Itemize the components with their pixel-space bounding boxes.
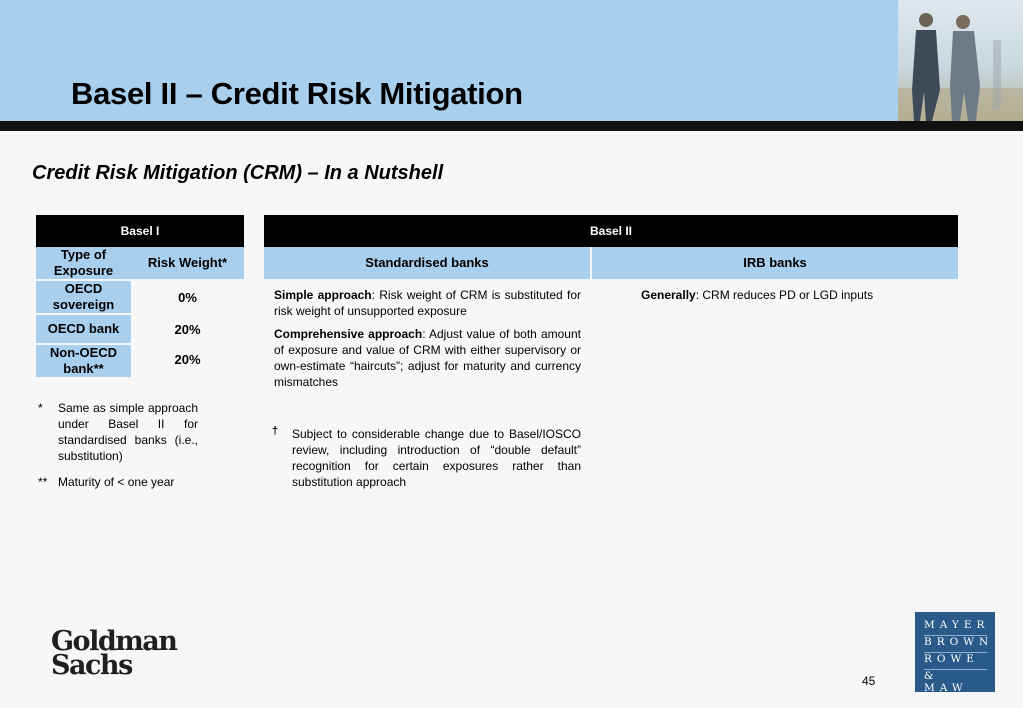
comprehensive-approach [274, 326, 581, 390]
comprehensive-approach-label: Comprehensive approach [274, 327, 423, 341]
note-text: Same as simple approach under Basel II for standardised banks (i.e., substitution) [58, 401, 198, 463]
simple-approach-label: Simple approach [274, 288, 372, 302]
irb-note-text: : CRM reduces PD or LGD inputs [695, 288, 874, 302]
page-title: Basel II – Credit Risk Mitigation [71, 76, 523, 111]
page-number: 45 [862, 674, 876, 688]
logo-line: Sachs [51, 650, 132, 681]
basel1-row-weight: 20% [174, 351, 201, 367]
simple-approach-text: : Risk weight of CRM is substituted for risk weight of unsupported exposure [274, 288, 581, 318]
irb-note-label: Generally [641, 288, 696, 302]
basel1-row-type: OECD sovereign [36, 281, 131, 313]
basel1-col-type: Type of Exposure [36, 247, 131, 279]
basel1-row-type: OECD bank [36, 315, 131, 343]
basel1-row-weight: 0% [178, 289, 197, 305]
basel1-row-weight: 20% [174, 321, 201, 337]
mayer-brown-rowe-maw-logo [915, 612, 995, 692]
logo-line: BROWN [924, 636, 987, 653]
basel2-col-irb: IRB banks [592, 247, 958, 279]
business-people-photo-icon [898, 0, 1023, 121]
dagger-footnote-mark: † [272, 425, 279, 437]
dagger-footnote-text: Subject to considerable change due to Basel/IOSCO review, including introduction of “double default” recognition for certain exposures rather than substitution approach [292, 427, 581, 489]
basel1-row-type: Non-OECD bank** [36, 345, 131, 377]
basel1-col-weight: Risk Weight* [131, 247, 244, 279]
comprehensive-approach-text: : Adjust value of both amount of exposure and value of CRM with either supervisory or own-estimate “haircuts”; adjust for maturity and currency mismatches [274, 327, 581, 389]
simple-approach [274, 287, 581, 319]
basel1-header: Basel I [36, 215, 244, 247]
logo-line: Goldman [51, 626, 177, 657]
header-rule [0, 121, 1023, 131]
basel2-col-standardised: Standardised banks [264, 247, 590, 279]
logo-line: ROWE [924, 653, 987, 670]
note-mark: * [38, 401, 43, 415]
basel2-header: Basel II [264, 215, 958, 247]
irb-note [641, 287, 941, 303]
goldman-sachs-logo [51, 626, 177, 681]
note-mark: ** [38, 475, 48, 489]
note-text: Maturity of < one year [58, 475, 175, 489]
page-subtitle: Credit Risk Mitigation (CRM) – In a Nutshell [32, 162, 444, 184]
logo-line: MAYER [924, 619, 987, 636]
logo-line: & MAW [924, 670, 968, 694]
